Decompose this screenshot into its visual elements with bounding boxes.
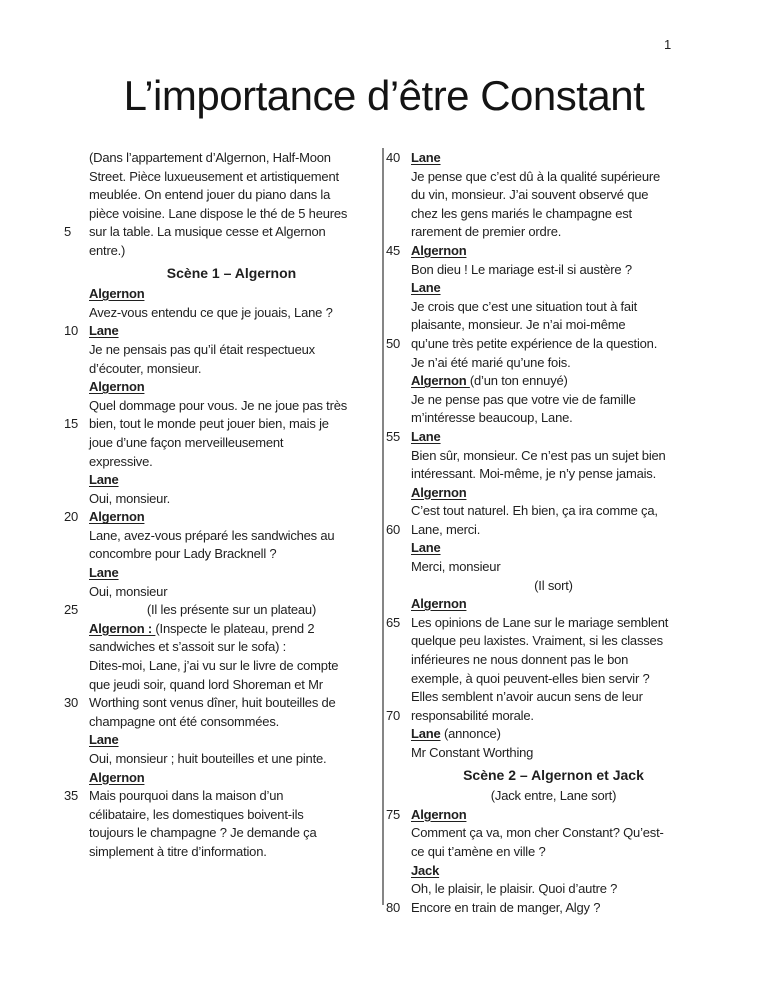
dialogue-text: m’intéresse beaucoup, Lane. [411,410,573,426]
line-text [89,285,374,304]
line-number: 30 [64,695,79,711]
line-text [89,378,374,397]
line-number [64,545,89,564]
script-line [64,490,374,509]
dialogue-text: ce qui t’amène en ville ? [411,843,546,859]
script-line [386,279,696,298]
line-number: 55 [386,428,401,444]
speaker-name: Algernon [89,769,145,785]
dialogue-text: Merci, monsieur [411,559,501,575]
line-text [411,484,696,503]
line-number: 70 [386,707,401,723]
dialogue-text: Mais pourquoi dans la maison d’un [89,788,284,804]
line-text [89,322,374,341]
line-text [411,806,696,825]
line-number [64,657,89,676]
script-line [64,657,374,676]
script-line [386,880,696,899]
script-line [386,539,696,558]
script-line [64,731,374,750]
right-column [386,149,696,917]
script-line [386,205,696,224]
document-title: L’importance d’être Constant [123,72,645,119]
line-number [386,484,411,503]
dialogue-text: Oui, monsieur [89,583,168,599]
dialogue-text: simplement à titre d’information. [89,843,267,859]
dialogue-text: qu’une très petite expérience de la question. [411,335,658,351]
line-number [386,409,411,428]
speaker-name: Algernon [411,242,467,258]
stage-direction: (Inspecte le plateau, prend 2 [155,620,315,636]
line-number [64,620,89,639]
script-line [386,502,696,521]
line-number [64,471,89,490]
script-line [64,322,374,341]
line-number: 15 [64,416,79,432]
scene-heading-row [386,766,696,785]
dialogue-text: (Dans l’appartement d’Algernon, Half-Moon [89,150,331,165]
speaker-name: Lane [411,540,441,556]
dialogue-text: champagne ont été consommées. [89,713,280,729]
script-line [64,186,374,205]
dialogue-text: Oui, monsieur. [89,490,171,506]
script-line [64,676,374,695]
script-line [386,725,696,744]
stage-direction: (Il les présente sur un plateau) [146,602,317,618]
line-number [64,434,89,453]
line-number: 75 [386,806,401,822]
line-number [386,502,411,521]
script-line [386,824,696,843]
line-number [64,713,89,732]
dialogue-text: concombre pour Lady Bracknell ? [89,546,277,562]
line-number [386,316,411,335]
script-line [386,806,696,825]
speaker-name: Lane [411,726,441,742]
line-number [386,298,411,317]
line-number [64,186,89,205]
dialogue-text: Bien sûr, monsieur. Ce n’est pas un sujet bien [411,447,666,463]
script-line [64,545,374,564]
line-number [386,670,411,689]
script-line [64,415,374,434]
line-number [386,223,411,242]
line-number [64,168,89,187]
line-number [386,595,411,614]
script-line [64,471,374,490]
line-number: 60 [386,521,401,537]
speaker-name: Lane [411,150,441,165]
line-number [64,378,89,397]
line-number [386,372,411,391]
line-number [386,843,411,862]
script-line [64,242,374,261]
speaker-name: Algernon [411,806,467,822]
line-text [411,862,696,881]
script-line [386,595,696,614]
script-line [64,397,374,416]
scene-heading-row [64,264,374,283]
line-number [64,527,89,546]
dialogue-text: Comment ça va, mon cher Constant? Qu’est- [411,825,664,841]
line-number [386,862,411,881]
dialogue-text: pièce voisine. Lane dispose le thé de 5 heures [89,205,348,221]
line-number [64,304,89,323]
script-line [386,577,696,596]
line-text [411,372,696,391]
script-line [386,447,696,466]
speaker-name: Algernon [89,379,145,395]
line-number [64,750,89,769]
dialogue-text: Dites-moi, Lane, j’ai vu sur le livre de compte [89,658,339,674]
line-number [64,769,89,788]
dialogue-text: entre.) [89,242,126,258]
line-number [64,490,89,509]
script-line [64,824,374,843]
line-number [386,824,411,843]
line-number [386,632,411,651]
script-line [386,707,696,726]
dialogue-text: Lane, merci. [411,521,481,537]
script-line [64,620,374,639]
dialogue-text: Je ne pense pas que votre vie de famille [411,391,636,407]
script-line [386,521,696,540]
script-line [64,750,374,769]
line-number [386,766,411,785]
dialogue-text: Je ne pensais pas qu’il était respectueux [89,341,315,357]
dialogue-text: inférieures ne nous donnent pas le bon [411,652,629,668]
line-number: 5 [64,224,72,240]
script-line [386,372,696,391]
line-number [64,453,89,472]
script-line [386,632,696,651]
stage-direction: (Il sort) [534,577,573,593]
speaker-name: Algernon [89,509,145,525]
script-line [386,465,696,484]
script-line [64,694,374,713]
line-text [411,428,696,447]
script-line [386,354,696,373]
line-number [386,279,411,298]
speaker-name: Algernon [411,484,467,500]
speaker-name: Lane [89,323,119,339]
line-number [386,725,411,744]
line-number [386,558,411,577]
script-line [386,651,696,670]
dialogue-text: chez les gens mariés le champagne est [411,205,632,221]
scene-heading: Scène 2 – Algernon et Jack [463,766,644,783]
script-line [64,205,374,224]
line-text [89,731,374,750]
line-number [64,824,89,843]
script-line [64,378,374,397]
dialogue-text: quelque peu laxistes. Vraiment, si les classes [411,633,663,649]
line-number [386,205,411,224]
script-line [64,787,374,806]
script-line [64,360,374,379]
line-number [386,447,411,466]
script-line [64,583,374,602]
dialogue-text: responsabilité morale. [411,707,534,723]
dialogue-text: C’est tout naturel. Eh bien, ça ira comme ça, [411,503,658,519]
line-number [386,391,411,410]
script-line [386,899,696,918]
dialogue-text: joue d’une façon merveilleusement [89,434,284,450]
script-line [386,843,696,862]
dialogue-text: bien, tout le monde peut jouer bien, mais je [89,416,329,432]
script-line [64,806,374,825]
script-line [386,744,696,763]
speaker-name: Lane [89,565,119,581]
script-line [386,223,696,242]
line-text [89,508,374,527]
line-number [64,264,89,283]
column-divider [382,148,384,905]
script-line [386,688,696,707]
line-number [64,638,89,657]
script-line [64,304,374,323]
dialogue-text: Street. Pièce luxueusement et artistiquement [89,168,339,184]
line-text [411,279,696,298]
left-column [64,149,374,862]
script-line [386,409,696,428]
speaker-name: Algernon : [89,620,156,636]
script-line [64,527,374,546]
line-number [386,880,411,899]
script-line [386,186,696,205]
script-line [64,508,374,527]
line-number: 65 [386,614,401,630]
line-number [386,186,411,205]
dialogue-text: rarement de premier ordre. [411,224,562,240]
scene-heading: Scène 1 – Algernon [166,264,297,281]
dialogue-text: célibataire, les domestiques boivent-ils [89,806,304,822]
line-number [386,577,411,596]
script-line [386,614,696,633]
speaker-name: Algernon [411,596,467,612]
stage-direction: (Jack entre, Lane sort) [490,788,617,804]
line-number [64,731,89,750]
script-line [64,713,374,732]
dialogue-text: Je crois que c’est une situation tout à fait [411,298,638,314]
line-number [386,651,411,670]
line-text [89,620,374,639]
dialogue-text: intéressant. Moi-même, je n’y pense jamais. [411,466,657,482]
line-number [386,744,411,763]
dialogue-text: sur la table. La musique cesse et Algernon [89,224,326,240]
speaker-name: Algernon [89,286,145,302]
line-number [386,465,411,484]
script-line [386,484,696,503]
line-number [64,285,89,304]
line-number [64,341,89,360]
line-number [386,688,411,707]
line-number: 80 [386,899,401,915]
line-number [64,583,89,602]
line-text [411,242,696,261]
dialogue-text: Les opinions de Lane sur le mariage semblent [411,614,669,630]
script-line [386,862,696,881]
script-line [386,149,696,168]
line-text [411,149,696,168]
speaker-name: Lane [89,732,119,748]
dialogue-text: Mr Constant Worthing [411,745,534,760]
dialogue-text: expressive. [89,453,153,469]
line-text [411,595,696,614]
script-line [64,769,374,788]
line-number [64,806,89,825]
dialogue-text: Elles semblent n’avoir aucun sens de leur [411,689,643,705]
line-number [64,397,89,416]
speaker-name: Algernon [411,373,470,389]
dialogue-text: meublée. On entend jouer du piano dans la [89,187,331,203]
line-text [411,725,696,744]
dialogue-text: toujours le champagne ? Je demande ça [89,825,317,841]
script-line [64,149,374,168]
stage-direction: (annonce) [440,726,501,742]
script-line [64,285,374,304]
dialogue-text: Je n’ai été marié qu’une fois. [411,354,571,370]
line-number [386,787,411,806]
dialogue-text: Worthing sont venus dîner, huit bouteilles de [89,695,336,711]
script-line [386,261,696,280]
line-number [64,149,89,168]
line-number: 45 [386,242,401,258]
dialogue-text: exemple, à quoi peuvent-elles bien servir ? [411,670,650,686]
script-line [386,558,696,577]
page-number: 1 [664,37,672,52]
script-line [386,242,696,261]
speaker-name: Lane [411,280,441,296]
script-line [386,316,696,335]
speaker-name: Lane [411,428,441,444]
script-line [386,428,696,447]
script-line [386,298,696,317]
script-line [64,564,374,583]
script-line [64,341,374,360]
dialogue-text: Je pense que c’est dû à la qualité supérieure [411,168,661,184]
dialogue-text: que jeudi soir, quand lord Shoreman et Mr [89,676,323,692]
line-number [64,564,89,583]
line-text [89,471,374,490]
line-number: 10 [64,323,79,339]
script-line [64,168,374,187]
dialogue-text: Avez-vous entendu ce que je jouais, Lane ? [89,304,333,320]
script-line [64,434,374,453]
dialogue-text: Oui, monsieur ; huit bouteilles et une pinte. [89,751,327,766]
line-text [89,769,374,788]
script-line [386,787,696,806]
dialogue-text: plaisante, monsieur. Je n’ai moi-même [411,317,626,333]
speaker-name: Lane [89,472,119,488]
line-number [386,261,411,280]
dialogue-text: du vin, monsieur. J’ai souvent observé que [411,187,649,203]
line-number: 35 [64,788,79,804]
script-line [386,670,696,689]
line-number [64,205,89,224]
dialogue-text: Quel dommage pour vous. Je ne joue pas très [89,397,348,413]
script-line [386,168,696,187]
script-line [64,453,374,472]
line-number [386,168,411,187]
dialogue-text: Encore en train de manger, Algy ? [411,899,601,915]
line-number [64,843,89,862]
dialogue-text: Oh, le plaisir, le plaisir. Quoi d’autre ? [411,881,618,897]
line-number [64,676,89,695]
dialogue-text: Bon dieu ! Le mariage est-il si austère ? [411,261,632,277]
script-line [64,601,374,620]
line-number: 40 [386,150,401,165]
line-number [64,360,89,379]
line-text [411,539,696,558]
script-line [64,638,374,657]
script-line [64,843,374,862]
line-number [386,539,411,558]
stage-direction: (d’un ton ennuyé) [469,373,568,389]
line-number [386,354,411,373]
line-text [89,564,374,583]
dialogue-text: sandwiches et s’assoit sur le sofa) : [89,639,287,655]
line-number: 20 [64,509,79,525]
dialogue-text: d’écouter, monsieur. [89,360,202,376]
script-line [64,223,374,242]
dialogue-text: Lane, avez-vous préparé les sandwiches au [89,527,335,543]
line-number: 25 [64,602,79,618]
line-number [64,242,89,261]
speaker-name: Jack [411,862,440,878]
line-number: 50 [386,335,401,351]
script-line [386,391,696,410]
script-line [386,335,696,354]
